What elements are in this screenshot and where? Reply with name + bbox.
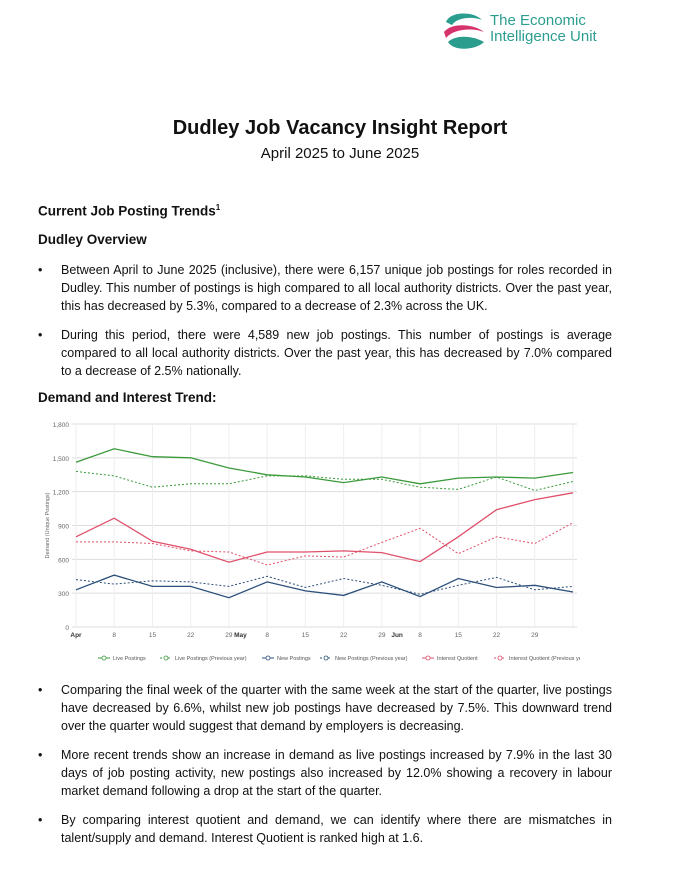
- bullet-dot: •: [38, 328, 43, 342]
- legend-label: Interest Quotient (Previous y: [509, 656, 579, 662]
- bullet-dot: •: [38, 748, 43, 762]
- legend-label: Live Postings: [113, 656, 146, 662]
- y-tick-label: 0: [65, 625, 69, 632]
- legend-label: Interest Quotient: [437, 656, 478, 662]
- legend-label: New Postings (Previous year): [335, 656, 408, 662]
- y-tick-label: 1,500: [52, 455, 69, 463]
- eiu-logo: [440, 8, 630, 56]
- x-tick-label: 29: [531, 632, 539, 639]
- x-tick-label: May: [234, 632, 247, 639]
- bullet-dot: •: [38, 813, 43, 827]
- x-tick-label: 15: [301, 632, 310, 639]
- x-tick-label: 22: [187, 632, 195, 639]
- x-tick-label: Apr: [70, 632, 82, 639]
- bullet-item: [38, 746, 612, 800]
- bullet-dot: •: [38, 683, 43, 697]
- x-tick-label: 29: [225, 632, 233, 639]
- legend-marker: [266, 656, 270, 660]
- logo-text: [490, 13, 597, 45]
- bullet-item: [38, 261, 612, 315]
- section-heading-overview: Dudley Overview: [38, 232, 147, 247]
- series-line: [76, 575, 573, 598]
- footnote-marker: 1: [215, 203, 221, 212]
- current-trends-text: Current Job Posting Trends: [38, 203, 216, 219]
- x-tick-label: 22: [492, 632, 501, 639]
- y-axis-label: Demand (Unique Postings): [45, 492, 51, 559]
- bullet-text: Comparing the final week of the quarter with the same week at the start of the quarter, live postings have decreased by 6.6%, whilst new job postings have decreased by 7.5%. This downward trend over the quarter would suggest that demand by employers is decreasing.: [61, 683, 612, 733]
- report-title: Dudley Job Vacancy Insight Report: [172, 117, 508, 139]
- series-line: [76, 449, 573, 484]
- bullet-dot: •: [38, 263, 43, 277]
- section-heading-demand-interest: Demand and Interest Trend:: [38, 390, 217, 405]
- logo-line-2: Intelligence Unit: [490, 28, 597, 45]
- legend-marker: [498, 656, 502, 660]
- series-line: [76, 493, 573, 562]
- x-tick-label: 15: [148, 632, 157, 639]
- logo-line-1: The Economic: [490, 12, 586, 29]
- legend-label: Live Postings (Previous year): [175, 656, 247, 662]
- x-tick-label: 15: [454, 632, 462, 639]
- x-tick-label: 8: [112, 632, 117, 639]
- section-heading-current-trends: [38, 203, 220, 219]
- x-tick-label: Jun: [391, 632, 403, 639]
- legend-marker: [426, 656, 430, 660]
- report-subtitle: April 2025 to June 2025: [260, 145, 420, 162]
- bullet-text: By comparing interest quotient and demand, we can identify where there are mismatches in talent/supply and demand. Interest Quotient is ranked high at 1.6.: [61, 813, 612, 845]
- bullet-item: [38, 811, 612, 847]
- bullet-text: During this period, there were 4,589 new job postings. This number of postings is average compared to all local authority districts. Over the past year, this has decreased by 7.0% compared to a decrease of 2.5% nationally.: [61, 328, 612, 378]
- legend-marker: [324, 656, 328, 660]
- series-line: [76, 523, 573, 565]
- analysis-bullet-list: [38, 681, 612, 858]
- demand-interest-chart: [40, 415, 580, 670]
- x-tick-label: 22: [339, 632, 348, 639]
- y-tick-label: 300: [58, 591, 69, 599]
- bullet-item: [38, 681, 612, 735]
- y-tick-label: 600: [58, 557, 69, 565]
- series-line: [76, 471, 573, 490]
- x-tick-label: 29: [378, 632, 386, 639]
- bullet-text: Between April to June 2025 (inclusive), there were 6,157 unique job postings for roles recorded in Dudley. This number of postings is high compared to all local authority districts. Over the past year, this has decreased by 5.3%, compared to a decrease of 2.3% across the UK.: [61, 263, 612, 313]
- y-tick-label: 1,200: [52, 489, 69, 497]
- legend-marker: [102, 656, 106, 660]
- bullet-text: More recent trends show an increase in demand as live postings increased by 7.9% in the last 30 days of job posting activity, new postings also increased by 12.0% showing a recovery in labour market demand following a drop at the start of the quarter.: [61, 748, 612, 798]
- eiu-logo-mark: [440, 8, 488, 54]
- y-tick-label: 900: [58, 523, 69, 531]
- legend-label: New Postings: [277, 656, 311, 662]
- chart-svg: [40, 415, 580, 670]
- bullet-item: [38, 326, 612, 380]
- overview-bullet-list: [38, 261, 612, 391]
- x-tick-label: 8: [418, 632, 422, 639]
- legend-marker: [164, 656, 168, 660]
- x-tick-label: 8: [265, 632, 269, 639]
- y-tick-label: 1,800: [52, 422, 69, 429]
